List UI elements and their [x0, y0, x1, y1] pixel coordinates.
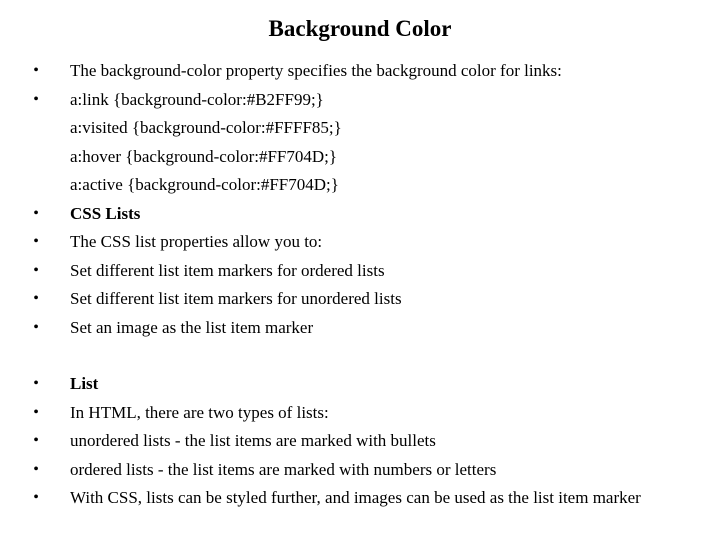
- list-item: [30, 456, 710, 485]
- bullet-icon: •: [33, 261, 39, 279]
- list-item: [30, 427, 710, 456]
- list-item: [30, 257, 710, 286]
- link-rule: a:link {background-color:#B2FF99;}: [70, 89, 324, 109]
- list-item: [30, 228, 710, 257]
- bullet-icon: •: [33, 403, 39, 421]
- active-rule: a:active {background-color:#FF704D;}: [70, 175, 339, 194]
- hover-rule: a:hover {background-color:#FF704D;}: [70, 146, 338, 166]
- bullet-icon: •: [33, 290, 39, 307]
- list-item: [30, 314, 710, 343]
- bullet-text: Set different list item markers for unordered lists: [70, 289, 402, 308]
- bullet-icon: •: [33, 375, 39, 392]
- section-heading: CSS Lists: [70, 203, 141, 223]
- bullet-text: The background-color property specifies the background color for links:: [70, 61, 562, 80]
- bullet-text: With CSS, lists can be styled further, and images can be used as the list item marker: [70, 488, 641, 507]
- list-item-heading: [30, 200, 710, 229]
- slide-title: Background Color: [268, 16, 452, 41]
- list-item: [30, 484, 650, 512]
- bullet-text: ordered lists - the list items are marked with numbers or letters: [70, 459, 497, 479]
- bullet-icon: •: [33, 460, 39, 478]
- bullet-text: Set different list item markers for ordered lists: [70, 260, 385, 280]
- bullet-icon: •: [33, 432, 39, 449]
- bullet-list: [30, 57, 710, 512]
- list-item-heading: [30, 370, 710, 399]
- bullet-icon: •: [33, 318, 39, 336]
- bullet-icon: •: [33, 90, 39, 108]
- section-heading: List: [70, 374, 99, 393]
- list-item: [30, 399, 710, 428]
- bullet-icon: •: [33, 62, 39, 79]
- list-item-link-colors: [30, 86, 710, 200]
- list-spacer: [30, 342, 710, 370]
- visited-rule: a:visited {background-color:#FFFF85;}: [70, 118, 342, 137]
- bullet-text: The CSS list properties allow you to:: [70, 232, 323, 251]
- list-item: [30, 57, 710, 86]
- bullet-text: In HTML, there are two types of lists:: [70, 402, 329, 422]
- list-item: [30, 285, 710, 314]
- bullet-icon: •: [33, 489, 39, 506]
- bullet-icon: •: [33, 204, 39, 222]
- bullet-text: Set an image as the list item marker: [70, 317, 314, 337]
- bullet-text: unordered lists - the list items are marked with bullets: [70, 431, 436, 450]
- bullet-icon: •: [33, 233, 39, 250]
